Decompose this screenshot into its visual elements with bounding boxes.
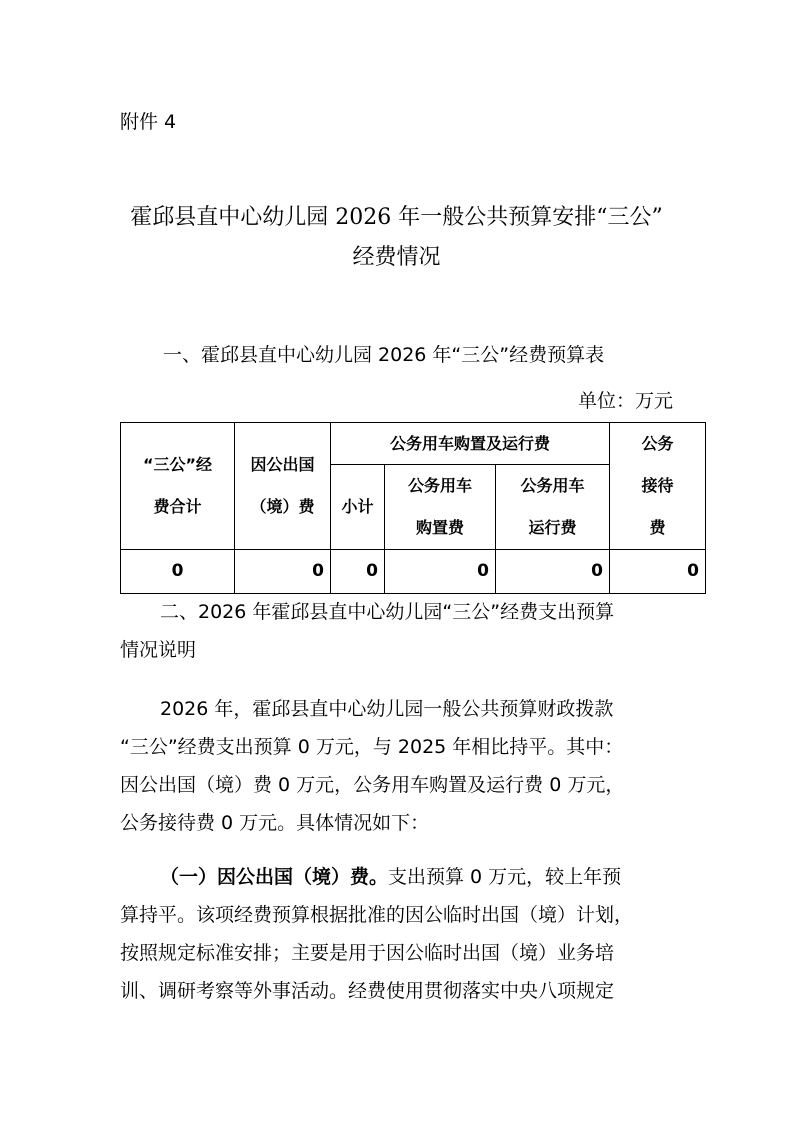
paragraph-summary (120, 690, 680, 842)
paragraph-abroad-expense (120, 858, 680, 1010)
table-cell-reception: 0 (610, 550, 706, 594)
header-vehicle: 公务用车购置及运行费 (331, 423, 610, 465)
attachment-label: 附件 4 (120, 111, 177, 133)
budget-table (120, 422, 706, 594)
header-vehicle-operation: 公务用车运行费 (496, 465, 610, 550)
table-cell-subtotal: 0 (331, 550, 385, 594)
table-cell-total: 0 (121, 550, 235, 594)
header-vehicle-purchase: 公务用车购置费 (385, 465, 496, 550)
section-2-heading-line-2: 情况说明 (120, 639, 197, 661)
paragraph-line: “三公”经费支出预算 0 万元，与 2025 年相比持平。其中： (120, 736, 624, 758)
paragraph-line: 2026 年，霍邱县直中心幼儿园一般公共预算财政拨款 (160, 698, 614, 720)
unit-label: 单位：万元 (577, 390, 673, 412)
paragraph-line: 按照规定标准安排；主要是用于因公临时出国（境）业务培 (120, 942, 615, 964)
document-title-line-2: 经费情况 (352, 245, 441, 270)
table-cell-vehicle-purchase: 0 (385, 550, 496, 594)
paragraph-line: 支出预算 0 万元，较上年预 (388, 866, 622, 888)
paragraph-line: 公务接待费 0 万元。具体情况如下： (120, 812, 430, 834)
table-cell-vehicle-operation: 0 (496, 550, 610, 594)
table-cell-abroad: 0 (235, 550, 331, 594)
paragraph-line: 因公出国（境）费 0 万元，公务用车购置及运行费 0 万元， (120, 774, 625, 796)
header-total: “三公”经费合计 (121, 423, 235, 550)
paragraph-line: 训、调研考察等外事活动。经费使用贯彻落实中央八项规定 (120, 980, 615, 1002)
header-reception: 公务接待费 (610, 423, 706, 550)
section-2-heading (120, 593, 680, 669)
subsection-heading: （一）因公出国（境）费。 (160, 866, 389, 888)
paragraph-line: 算持平。该项经费预算根据批准的因公临时出国（境）计划， (120, 904, 634, 926)
section-2-heading-line-1: 二、2026 年霍邱县直中心幼儿园“三公”经费支出预算 (160, 601, 615, 623)
section-1-heading: 一、霍邱县直中心幼儿园 2026 年“三公”经费预算表 (163, 344, 605, 366)
document-title-line-1: 霍邱县直中心幼儿园 2026 年一般公共预算安排“三公” (130, 205, 663, 230)
header-subtotal: 小计 (331, 465, 385, 550)
header-abroad: 因公出国（境）费 (235, 423, 331, 550)
